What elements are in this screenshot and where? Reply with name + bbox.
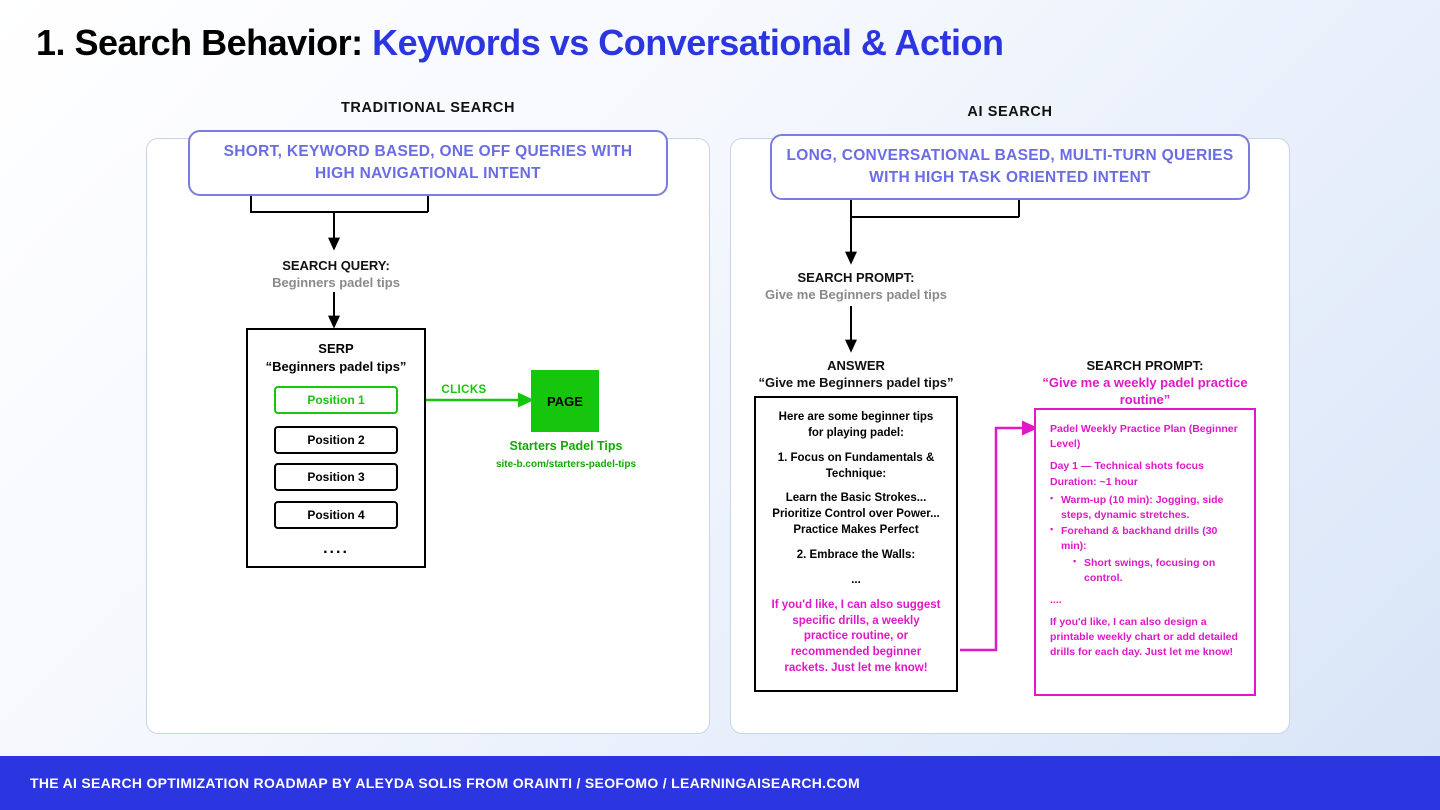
serp-position-1[interactable]: Position 1 <box>274 386 398 414</box>
routine-subbullet-1: ▪ Short swings, focusing on control. <box>1073 556 1240 586</box>
ai-second-prompt-heading <box>1034 358 1256 409</box>
serp-position-2[interactable]: Position 2 <box>274 426 398 454</box>
footer-bar <box>0 756 1440 810</box>
serp-label: SERP <box>318 341 354 356</box>
serp-position-4[interactable]: Position 4 <box>274 501 398 529</box>
routine-heading: Padel Weekly Practice Plan (Beginner Level) <box>1050 423 1238 450</box>
ai-answer-heading <box>744 358 968 392</box>
answer-line-2: 1. Focus on Fundamentals & Technique: <box>777 451 935 480</box>
serp-heading <box>246 340 426 375</box>
serp-position-3[interactable]: Position 3 <box>274 463 398 491</box>
routine-bullet-1: ▪ Warm-up (10 min): Jogging, side steps, dynamic stretches. <box>1050 493 1240 523</box>
page-title <box>36 22 1003 64</box>
serp-query: “Beginners padel tips” <box>265 358 407 374</box>
page-title-text: Starters Padel Tips <box>509 439 623 453</box>
footer-text: THE AI SEARCH OPTIMIZATION ROADMAP BY ALEYDA SOLIS FROM ORAINTI / SEOFOMO / LEARNINGAISEARCH.COM <box>30 775 860 791</box>
routine-more: .... <box>1050 594 1062 607</box>
clicks-label: CLICKS <box>441 384 487 396</box>
routine-bullet-2-text: Forehand & backhand drills (30 min): <box>1061 525 1218 553</box>
routine-bullet-2 <box>1050 524 1240 586</box>
ai-search-prompt <box>754 270 958 304</box>
page-block: PAGE <box>531 370 599 432</box>
search-query-label: SEARCH QUERY: <box>282 258 390 273</box>
routine-followup: If you'd like, I can also design a printable weekly chart or add detailed drills for each day. Just let me know! <box>1050 615 1238 658</box>
ai-query-type-box: LONG, CONVERSATIONAL BASED, MULTI-TURN QUERIES WITH HIGH TASK ORIENTED INTENT <box>770 134 1250 200</box>
ai-search-prompt-value: Give me Beginners padel tips <box>764 286 948 302</box>
panel-traditional-search <box>146 138 710 734</box>
ai-second-prompt-label: SEARCH PROMPT: <box>1086 358 1204 373</box>
answer-line-5: ... <box>851 573 861 586</box>
answer-followup: If you'd like, I can also suggest specific drills, a weekly practice routine, or recommended beginner rackets. Just let me know! <box>771 598 941 675</box>
traditional-query-type-box: SHORT, KEYWORD BASED, ONE OFF QUERIES WITH HIGH NAVIGATIONAL INTENT <box>188 130 668 196</box>
routine-day: Day 1 — Technical shots focus <box>1050 459 1204 472</box>
routine-subbullets <box>1061 556 1240 586</box>
ai-second-prompt-value: “Give me a weekly padel practice routine” <box>1042 374 1248 407</box>
column-header-traditional: TRADITIONAL SEARCH <box>340 100 516 116</box>
ai-answer-box <box>754 396 958 692</box>
ai-search-prompt-label: SEARCH PROMPT: <box>797 270 915 285</box>
page-url-text: site-b.com/starters-padel-tips <box>495 458 637 470</box>
traditional-search-query <box>246 258 426 292</box>
search-query-value: Beginners padel tips <box>272 274 400 290</box>
page-title-prefix: 1. Search Behavior: <box>36 22 373 63</box>
page-caption <box>466 438 666 472</box>
ai-answer-query: “Give me Beginners padel tips” <box>758 374 954 390</box>
routine-duration: Duration: ~1 hour <box>1050 475 1138 488</box>
column-header-ai: AI SEARCH <box>967 104 1053 120</box>
serp-more-results: .... <box>323 540 349 557</box>
answer-line-4: 2. Embrace the Walls: <box>796 549 916 562</box>
answer-line-1: Here are some beginner tips for playing padel: <box>778 411 934 439</box>
routine-bullets <box>1050 493 1240 586</box>
answer-line-3: Learn the Basic Strokes... Prioritize Control over Power... Practice Makes Perfect <box>772 492 940 537</box>
ai-routine-box <box>1034 408 1256 696</box>
page-title-accent: Keywords vs Conversational & Action <box>372 22 1004 63</box>
ai-answer-label: ANSWER <box>827 358 885 373</box>
